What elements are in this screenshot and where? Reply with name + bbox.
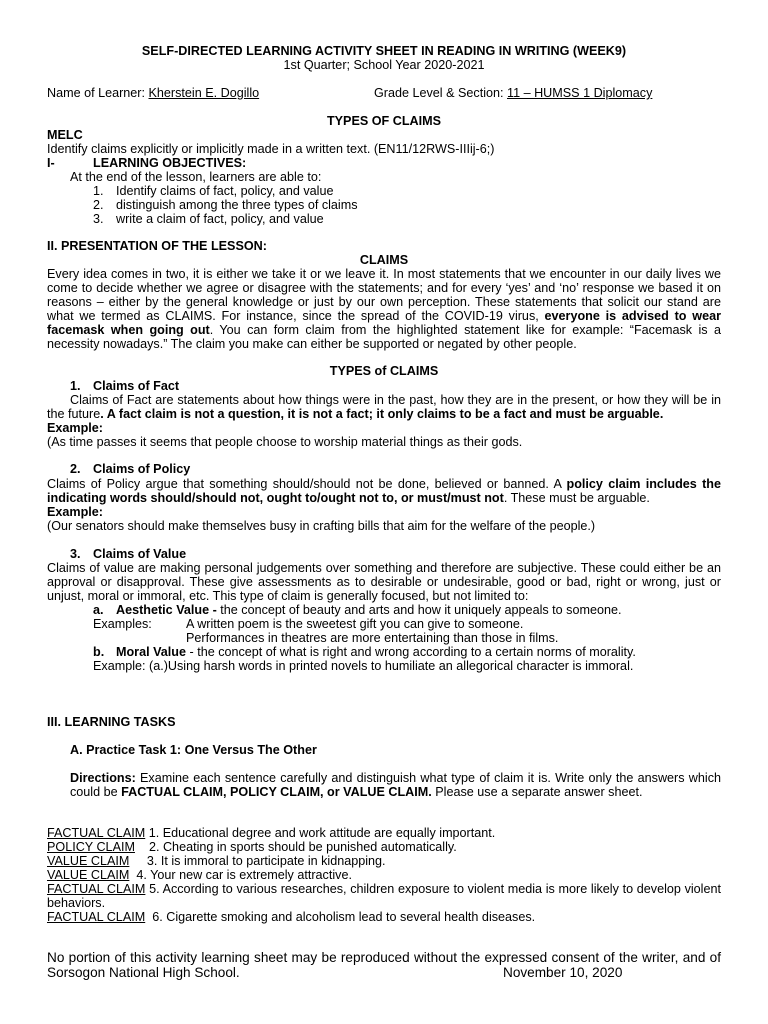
policy-example: (Our senators should make themselves busy in crafting bills that aim for the welfare of the people.) — [47, 519, 596, 533]
objectives-heading: LEARNING OBJECTIVES: — [93, 156, 247, 170]
aesthetic-letter: a. — [93, 603, 104, 617]
learner-name-line — [47, 86, 370, 100]
melc-text: Identify claims explicitly or implicitly made in a written text. (EN11/12RWS-IIIij-6;) — [47, 142, 495, 156]
aesthetic-value: Aesthetic Value - the concept of beauty and arts and how it uniquely appeals to someone. — [116, 603, 622, 617]
objective-item: distinguish among the three types of claims — [116, 198, 358, 212]
value-description: Claims of value are making personal judgements over something and therefore are subjective. These could either be an approval or disapproval. These give assessments as to desirable or undesirable, good or bad, right or wrong, just or unjust, moral or immoral, etc. This type of claim is generally focused, but not limited to: — [47, 561, 721, 603]
objectives-intro: At the end of the lesson, learners are able to: — [70, 170, 322, 184]
objective-number: 1. — [93, 184, 104, 198]
moral-letter: b. — [93, 645, 105, 659]
school-year: 1st Quarter; School Year 2020-2021 — [283, 58, 485, 72]
practice-task-title: A. Practice Task 1: One Versus The Other — [70, 743, 317, 757]
presentation-heading: II. PRESENTATION OF THE LESSON: — [47, 239, 267, 253]
learner-name-value: Kherstein E. Dogillo — [148, 86, 260, 100]
types-title: TYPES of CLAIMS — [329, 364, 439, 378]
answer-label: FACTUAL CLAIM — [47, 910, 146, 924]
answer-item: FACTUAL CLAIM 5. According to various researches, children exposure to violent media is more likely to develop violent behaviors. — [47, 882, 721, 910]
objective-number: 3. — [93, 212, 104, 226]
learner-name-label: Name of Learner: — [47, 86, 149, 100]
topic-title: TYPES OF CLAIMS — [326, 114, 442, 128]
value-number: 3. — [70, 547, 81, 561]
objective-number: 2. — [93, 198, 104, 212]
aesthetic-example: Performances in theatres are more entertaining than those in films. — [186, 631, 559, 645]
answer-label: VALUE CLAIM — [47, 868, 130, 882]
policy-example-label: Example: — [47, 505, 103, 519]
answer-item: FACTUAL CLAIM 1. Educational degree and work attitude are equally important. — [47, 826, 496, 840]
document-date: November 10, 2020 — [499, 965, 622, 980]
policy-number: 2. — [70, 462, 81, 476]
value-heading: Claims of Value — [93, 547, 187, 561]
answer-item: FACTUAL CLAIM 6. Cigarette smoking and alcoholism lead to several health diseases. — [47, 910, 536, 924]
highlighted-statement: everyone is advised to wear facemask when going out — [47, 309, 721, 337]
fact-heading: Claims of Fact — [93, 379, 180, 393]
objectives-roman: I- — [47, 156, 55, 170]
fact-example: (As time passes it seems that people choose to worship material things as their gods. — [47, 435, 523, 449]
answer-label: FACTUAL CLAIM — [47, 826, 146, 840]
fact-example-label: Example: — [47, 421, 103, 435]
answer-item: VALUE CLAIM 3. It is immoral to participate in kidnapping. — [47, 854, 386, 868]
moral-value: Moral Value - the concept of what is right and wrong according to a certain norms of morality. — [116, 645, 636, 659]
answer-label: FACTUAL CLAIM — [47, 882, 146, 896]
moral-example: Example: (a.)Using harsh words in printed novels to humiliate an allegorical character is immoral. — [93, 659, 634, 673]
melc-heading: MELC — [47, 128, 83, 142]
policy-heading: Claims of Policy — [93, 462, 191, 476]
learning-tasks-heading: III. LEARNING TASKS — [47, 715, 176, 729]
fact-description: Claims of Fact are statements about how things were in the past, how they are in the present, or how they will be in the future. A fact claim is not a question, it is not a fact; it only claims to be a fact and must be arguable. — [47, 393, 721, 421]
presentation-paragraph: Every idea comes in two, it is either we take it or we leave it. In most statements that we encounter in our daily lives we come to decide whether we agree or disagree with the statements; and for every ‘yes’ and ‘no’ response we based it on reasons – either by the general knowledge or just by our own perception. These statements that solicit our stand are what we termed as CLAIMS. For instance, since the spread of the COVID-19 virus, everyone is advised to wear facemask when going out. You can form claim from the highlighted statement like for example: “Facemask is a necessity nowadays.” The claim you make can either be supported or negated by other people. — [47, 267, 721, 351]
answer-item: VALUE CLAIM 4. Your new car is extremely attractive. — [47, 868, 352, 882]
aesthetic-example: A written poem is the sweetest gift you can give to someone. — [186, 617, 524, 631]
policy-description: Claims of Policy argue that something should/should not be done, believed or banned. A policy claim includes the indicating words should/should not, ought to/ought not to, or must/must not. These must be arguable. — [47, 477, 721, 505]
answer-label: POLICY CLAIM — [47, 840, 135, 854]
claims-title: CLAIMS — [359, 253, 409, 267]
grade-section-label: Grade Level & Section: — [374, 86, 508, 100]
objective-item: Identify claims of fact, policy, and value — [116, 184, 334, 198]
aesthetic-examples-label: Examples: — [93, 617, 152, 631]
copyright-notice: No portion of this activity learning sheet may be reproduced without the expressed consent of the writer, and of Sorsogon National High School. — [47, 950, 721, 980]
grade-section-value: 11 – HUMSS 1 Diplomacy — [507, 86, 653, 100]
answer-item: POLICY CLAIM 2. Cheating in sports should be punished automatically. — [47, 840, 457, 854]
grade-section-line — [374, 86, 652, 100]
directions: Directions: Examine each sentence carefully and distinguish what type of claim it is. Write only the answers which could be FACTUAL CLAIM, POLICY CLAIM, or VALUE CLAIM. Please use a separate answer sheet. — [70, 771, 721, 799]
fact-number: 1. — [70, 379, 81, 393]
document-title: SELF-DIRECTED LEARNING ACTIVITY SHEET IN READING IN WRITING (WEEK9) — [141, 44, 627, 58]
objective-item: write a claim of fact, policy, and value — [116, 212, 324, 226]
answer-label: VALUE CLAIM — [47, 854, 130, 868]
